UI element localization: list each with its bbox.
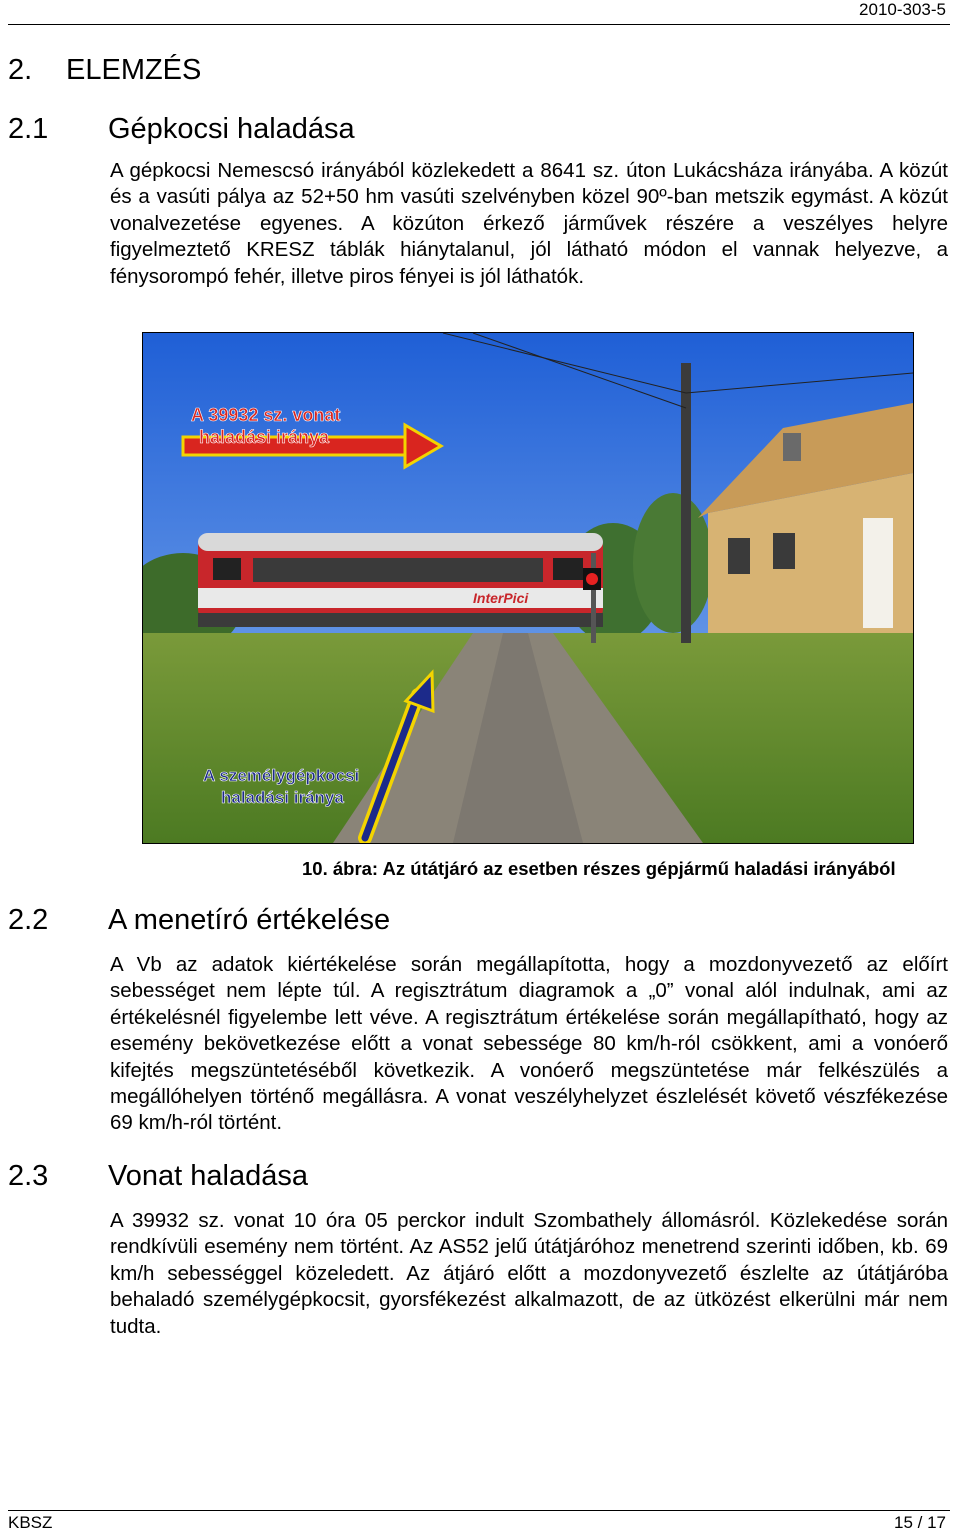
footer-left: KBSZ (8, 1513, 53, 1532)
section-paragraph-2-3: A 39932 sz. vonat 10 óra 05 perckor indult Szombathely állomásról. Közlekedése során rendkívüli esemény nem történt. Az AS52 jelű útátjáróhoz menetrend szerinti időben, kb. 69 km/h sebességgel közeledett. Az átjáró előtt a mozdonyvezető észlelte az útátjáróba behaladó személygépkocsit, gyorsfékezést alkalmazott, de az ütközést elkerülni már nem tudta. (110, 1209, 948, 1338)
section-title: Vonat haladása (108, 1160, 308, 1192)
figure-caption: 10. ábra: Az útátjáró az esetben részes gépjármű haladási irányából (302, 858, 896, 879)
section-number: 2.3 (8, 1160, 49, 1192)
header-rule (8, 24, 950, 25)
train-direction-label-2: haladási iránya (199, 427, 330, 447)
section-title: Gépkocsi haladása (108, 113, 355, 145)
page-number: 15 / 17 (894, 1513, 946, 1532)
section-paragraph-2-1: A gépkocsi Nemescsó irányából közlekedett a 8641 sz. úton Lukácsháza irányába. A közút és a vasúti pálya az 52+50 hm vasúti szelvényben közel 90º-ban metszik egymást. A közút vonalvezetése egyenes. A közúton érkező járművek részére a veszélyes helyre figyelmeztető KRESZ táblák hiánytalanul, jól látható módon el vannak helyezve, a fénysorompó fehér, illetve piros fényei is jól láthatók. (110, 159, 948, 288)
chapter-title: ELEMZÉS (66, 54, 202, 86)
section-heading-2-3 (8, 1160, 308, 1193)
chapter-number: 2. (8, 54, 33, 86)
train-brand-label: InterPici (473, 590, 529, 606)
section-paragraph-2-2: A Vb az adatok kiértékelése során megállapította, hogy a mozdonyvezető az előírt sebességet nem lépte túl. A regisztrátum diagramok a „0” vonal alól indulnak, ami az értékelésnél figyelembe lett véve. A regisztrátum értékelése során megállapítható, hogy az esemény bekövetkezése előtt a vonat sebessége 80 km/h-ról csökkent, ami a vonóerő kifejtés megszüntetéséből következik. A vonóerő megszüntetése már felkészülés a megállóhelyen történő megállásra. A vonat veszélyhelyzet észlelését követő vészfékezése 69 km/h-ról történt. (110, 953, 948, 1135)
car-direction-label-1: A személygépkocsi (203, 766, 360, 785)
section-number: 2.2 (8, 904, 49, 936)
section-heading-2-1 (8, 113, 355, 146)
car-direction-label-2: haladási iránya (221, 788, 344, 807)
section-heading-2-2 (8, 904, 390, 937)
footer-rule (8, 1510, 950, 1511)
document-code: 2010-303-5 (859, 0, 946, 19)
section-number: 2.1 (8, 113, 49, 145)
section-title: A menetíró értékelése (108, 904, 391, 936)
train-direction-label-1: A 39932 sz. vonat (191, 405, 341, 425)
railway-crossing-photo (143, 333, 913, 843)
figure-photo (142, 332, 914, 844)
chapter-heading (8, 54, 201, 87)
